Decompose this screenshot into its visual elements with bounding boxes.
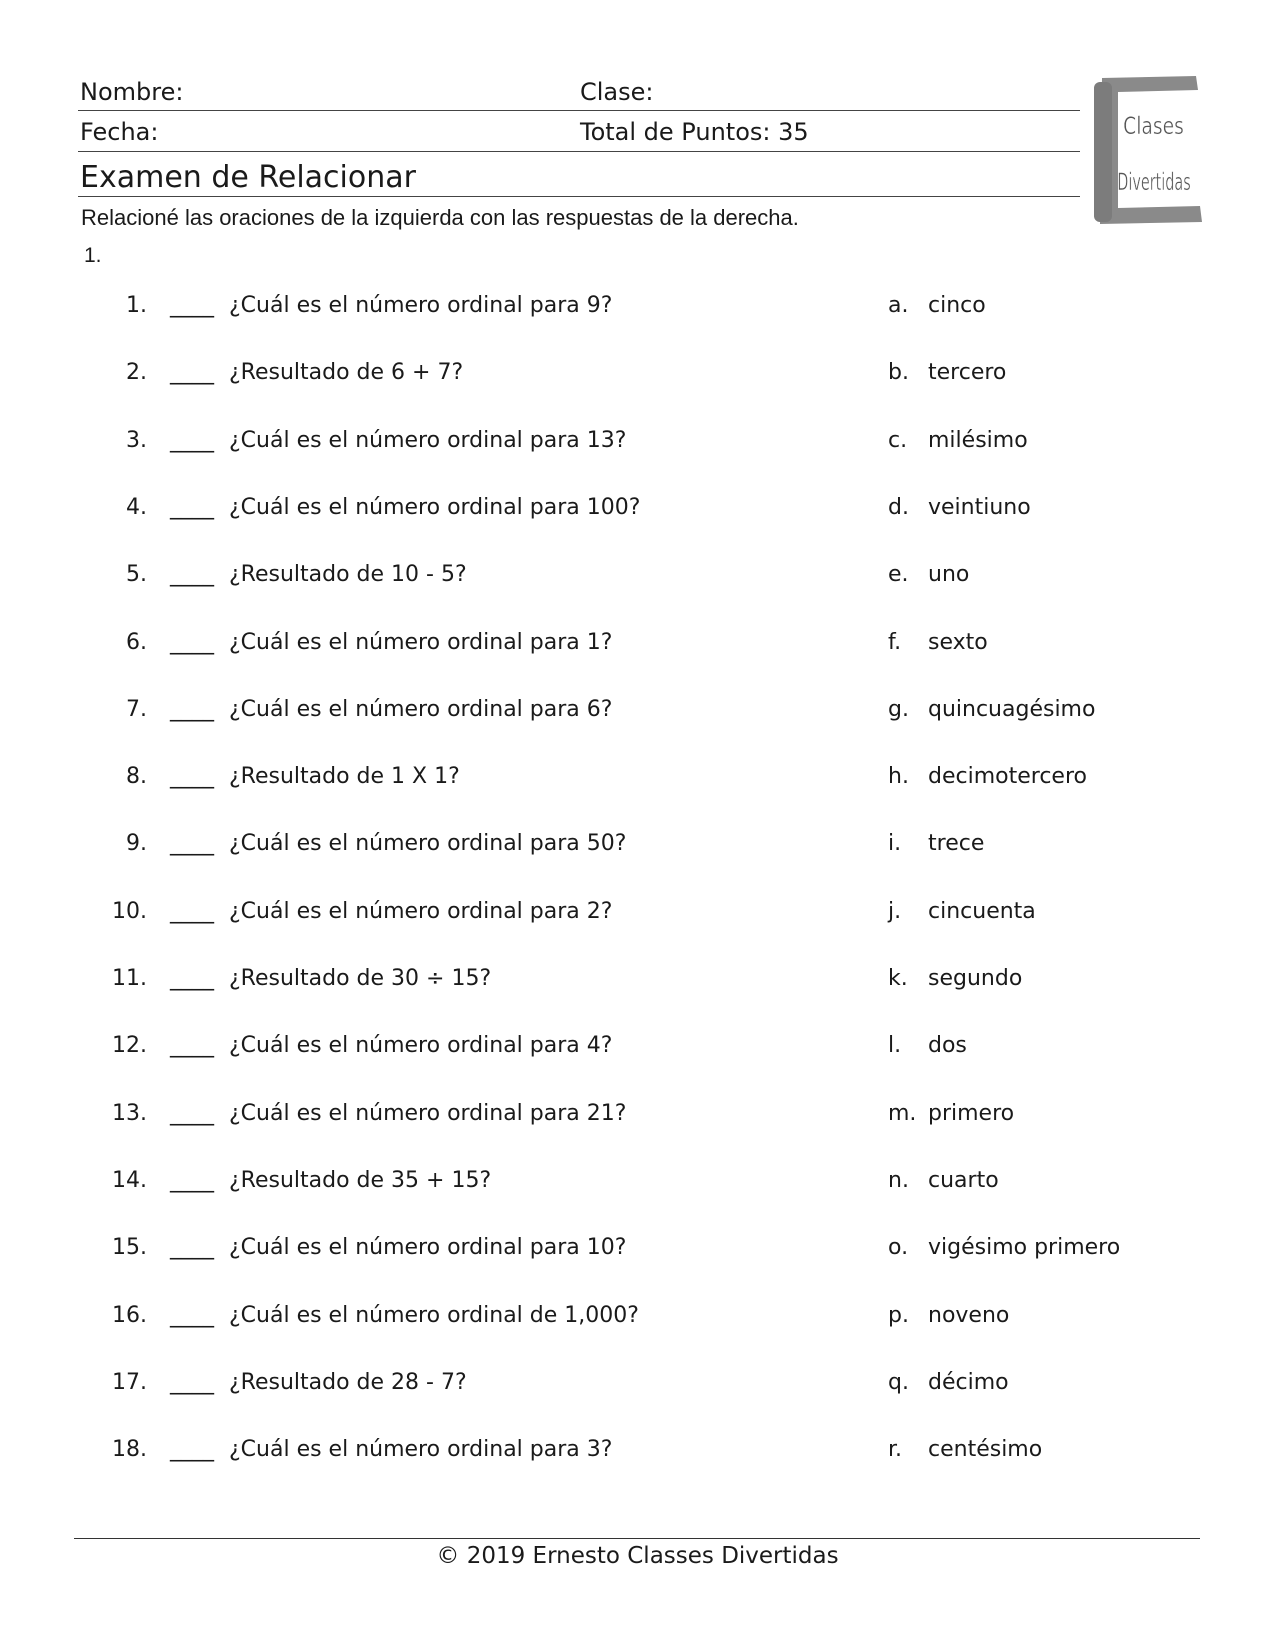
question-number: 2. [126,360,147,385]
answer-text: primero [928,1101,1015,1126]
answer-text: milésimo [928,428,1028,453]
question-text: ¿Cuál es el número ordinal para 13? [229,428,627,453]
logo-text: Divertidas [1117,168,1191,197]
footer-divider [74,1538,1200,1539]
answer-letter: d. [888,495,909,520]
logo-text: Clases [1123,112,1184,141]
answer-text: centésimo [928,1437,1043,1462]
question-text: ¿Resultado de 30 ÷ 15? [229,966,492,991]
question-text: ¿Cuál es el número ordinal para 4? [229,1033,613,1058]
list-item [0,1168,1275,1208]
question-text: ¿Cuál es el número ordinal para 3? [229,1437,613,1462]
list-item [0,1101,1275,1141]
list-item [0,360,1275,400]
answer-letter: j. [888,899,902,924]
date-label: Fecha: [80,118,159,146]
list-item [0,630,1275,670]
list-item [0,764,1275,804]
list-item [0,1303,1275,1343]
question-text: ¿Cuál es el número ordinal para 21? [229,1101,627,1126]
answer-blank[interactable]: ____ [170,697,214,722]
question-number: 10. [112,899,147,924]
answer-letter: k. [888,966,908,991]
answer-letter: m. [888,1101,917,1126]
answer-text: tercero [928,360,1007,385]
header-divider [78,151,1080,152]
footer-copyright: © 2019 Ernesto Classes Divertidas [436,1543,839,1569]
question-number: 12. [112,1033,147,1058]
answer-blank[interactable]: ____ [170,899,214,924]
answer-letter: q. [888,1370,909,1395]
question-text: ¿Cuál es el número ordinal para 6? [229,697,613,722]
question-number: 1. [126,293,147,318]
header-divider [78,196,1080,197]
question-text: ¿Resultado de 35 + 15? [229,1168,492,1193]
list-item [0,899,1275,939]
question-text: ¿Cuál es el número ordinal para 2? [229,899,613,924]
question-number: 14. [112,1168,147,1193]
answer-text: cinco [928,293,986,318]
answer-letter: b. [888,360,909,385]
answer-blank[interactable]: ____ [170,1033,214,1058]
list-item [0,1370,1275,1410]
question-text: ¿Cuál es el número ordinal para 50? [229,831,627,856]
answer-letter: e. [888,562,909,587]
page-title: Examen de Relacionar [80,160,416,195]
answer-letter: h. [888,764,909,789]
question-text: ¿Resultado de 1 X 1? [229,764,460,789]
answer-text: cincuenta [928,899,1036,924]
question-number: 11. [112,966,147,991]
answer-blank[interactable]: ____ [170,1168,214,1193]
list-item [0,831,1275,871]
answer-letter: o. [888,1235,909,1260]
answer-text: uno [928,562,970,587]
total-points-label: Total de Puntos: 35 [580,118,809,146]
answer-blank[interactable]: ____ [170,293,214,318]
answer-blank[interactable]: ____ [170,562,214,587]
question-number: 9. [126,831,147,856]
answer-blank[interactable]: ____ [170,831,214,856]
list-item [0,1437,1275,1477]
answer-blank[interactable]: ____ [170,630,214,655]
list-item [0,495,1275,535]
answer-text: decimotercero [928,764,1087,789]
section-number: 1. [84,244,102,267]
question-number: 17. [112,1370,147,1395]
answer-letter: n. [888,1168,909,1193]
list-item [0,293,1275,333]
answer-letter: l. [888,1033,902,1058]
answer-text: noveno [928,1303,1010,1328]
question-number: 7. [126,697,147,722]
list-item [0,966,1275,1006]
list-item [0,697,1275,737]
question-text: ¿Cuál es el número ordinal de 1,000? [229,1303,639,1328]
class-label: Clase: [580,78,654,106]
answer-blank[interactable]: ____ [170,428,214,453]
question-text: ¿Cuál es el número ordinal para 9? [229,293,613,318]
answer-blank[interactable]: ____ [170,764,214,789]
question-text: ¿Resultado de 10 - 5? [229,562,467,587]
list-item [0,1033,1275,1073]
answer-text: trece [928,831,985,856]
answer-blank[interactable]: ____ [170,1101,214,1126]
list-item [0,428,1275,468]
answer-letter: a. [888,293,909,318]
answer-letter: i. [888,831,902,856]
list-item [0,562,1275,602]
question-text: ¿Resultado de 6 + 7? [229,360,464,385]
question-text: ¿Cuál es el número ordinal para 10? [229,1235,627,1260]
answer-text: segundo [928,966,1023,991]
answer-blank[interactable]: ____ [170,1370,214,1395]
name-label: Nombre: [80,78,184,106]
answer-letter: c. [888,428,908,453]
question-number: 15. [112,1235,147,1260]
answer-text: veintiuno [928,495,1031,520]
answer-letter: r. [888,1437,903,1462]
answer-letter: g. [888,697,909,722]
question-number: 6. [126,630,147,655]
answer-blank[interactable]: ____ [170,1437,214,1462]
list-item [0,1235,1275,1275]
answer-blank[interactable]: ____ [170,360,214,385]
question-text: ¿Cuál es el número ordinal para 100? [229,495,641,520]
answer-text: décimo [928,1370,1009,1395]
answer-text: dos [928,1033,967,1058]
answer-blank[interactable]: ____ [170,1303,214,1328]
question-number: 3. [126,428,147,453]
instructions: Relacioné las oraciones de la izquierda con las respuestas de la derecha. [81,205,799,230]
question-number: 8. [126,764,147,789]
answer-text: vigésimo primero [928,1235,1121,1260]
question-number: 18. [112,1437,147,1462]
answer-letter: p. [888,1303,909,1328]
answer-blank[interactable]: ____ [170,966,214,991]
answer-blank[interactable]: ____ [170,495,214,520]
question-text: ¿Cuál es el número ordinal para 1? [229,630,613,655]
question-number: 5. [126,562,147,587]
question-number: 4. [126,495,147,520]
answer-text: cuarto [928,1168,999,1193]
question-text: ¿Resultado de 28 - 7? [229,1370,467,1395]
header-divider [78,110,1080,111]
question-number: 13. [112,1101,147,1126]
answer-letter: f. [888,630,902,655]
answer-blank[interactable]: ____ [170,1235,214,1260]
question-number: 16. [112,1303,147,1328]
clases-divertidas-logo [1088,72,1208,228]
answer-text: quincuagésimo [928,697,1096,722]
answer-text: sexto [928,630,988,655]
